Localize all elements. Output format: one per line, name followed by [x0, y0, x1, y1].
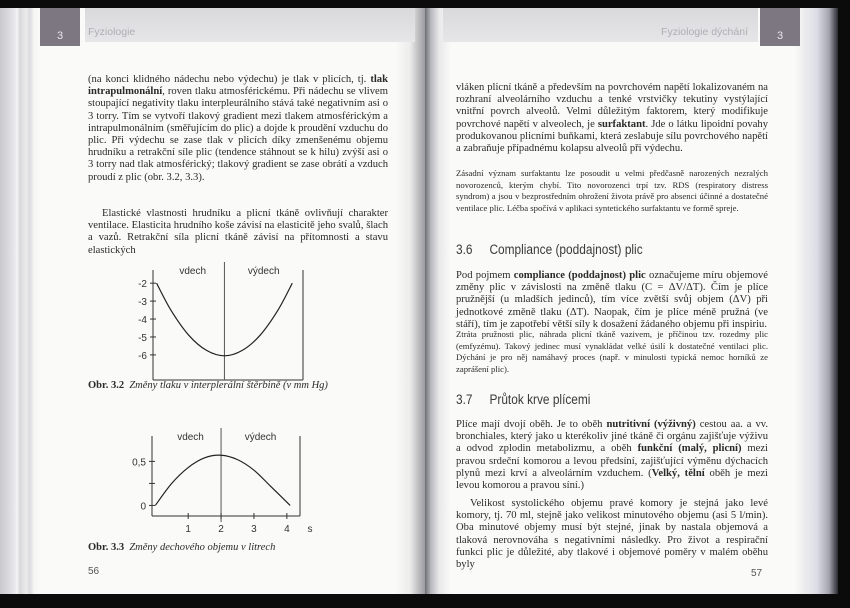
y-tick-label: 0: [140, 501, 146, 513]
running-head: Fyziologie: [88, 26, 136, 38]
x-axis-label: s: [307, 524, 313, 535]
bold-term: Velký, tělní: [651, 467, 705, 479]
phase-label: vdech: [177, 432, 204, 443]
text-run: oběh je mezi levou komorou a pravou síní.): [456, 467, 768, 492]
bold-term: nutritivní (výživný): [606, 419, 696, 430]
paragraph: [456, 82, 768, 155]
figure-caption: [88, 542, 275, 553]
figure-3-3-chart: [112, 420, 332, 542]
phase-label: výdech: [244, 432, 277, 443]
x-tick-label: 3: [251, 524, 257, 535]
section-title: Compliance (poddajnost) plic: [489, 242, 643, 257]
chapter-number: 3: [776, 30, 784, 42]
text-run: Plíce mají dvojí oběh. Je to oběh: [456, 419, 607, 430]
phase-label: vdech: [179, 266, 207, 277]
bold-term: surfaktant: [597, 118, 646, 130]
figure-label: Obr. 3.2: [88, 380, 125, 391]
section-number: 3.7: [456, 392, 473, 407]
text-run: , roven tlaku atmosférickému. Při nádechu se vlivem stoupající negativity tlaku interpleurálního stává také negativním asi o 3 torry. Tím se vytvoří tlakový gradient mezi tlakem atmosférickým a intrapulmonálním (směřujícím do plic) a dojde k proudění vzduchu do plic. Při výdechu se zase tlak v plicích díky zmenšenému objemu hrudníku a retrakční síle plic (tendence stáhnout se k hilu) zvýší asi o 3 torry nad tlak atmosférický; tlakový gradient se zase obrátí a vzduch proudí z plic (obr. 3.2, 3.3).: [88, 86, 388, 183]
paragraph: Velikost systolického objemu pravé komory je stejná jako levé komory, tj. 70 ml, stejně jako velikost minutového objemu (asi 5 l/min). Oba minutové objemy musí být stejné, jinak by nastala objemová a tlaková nerovnováha s negativními následky. Pro život a respirační funkci plic je důležité, aby tlakové i objemové poměry v malém oběhu byly: [456, 498, 768, 571]
bold-term: tlak intrapulmonální: [88, 74, 388, 98]
running-head: Fyziologie dýchání: [661, 26, 748, 38]
phase-label: výdech: [247, 266, 280, 277]
paragraph: Elastické vlastnosti hrudníku a plicní tkáně ovlivňují charakter ventilace. Elasticita hrudního koše závisí na elasticitě jeho svalů, šlach a vazů. Retrakční síla plicní tkáně závisí na přítomnosti a stavu elastických: [88, 208, 388, 256]
text-run: cestou aa. a vv. bronchiales, který jako u kterékoliv jiné tkáně či orgánu zajišťuje výživu a odvod zplodin metabolizmu, a oběh: [456, 419, 768, 455]
paragraph: [456, 270, 768, 331]
figure-3-2-chart: [120, 250, 330, 390]
bold-term: funkční (malý, plicní): [637, 443, 742, 455]
y-tick-label: -3: [138, 297, 147, 309]
text-run: (na konci klidného nádechu nebo výdechu) je tlak v plicích, tj.: [88, 74, 371, 85]
right-page: [425, 8, 838, 594]
figure-caption: [88, 380, 328, 391]
x-tick-label: 4: [284, 524, 290, 535]
left-page: [0, 8, 425, 594]
y-tick-label: -5: [138, 332, 147, 344]
figure-caption-text: Změny tlaku v interplerální štěrbině (v mm Hg): [129, 380, 328, 391]
page-number: 56: [88, 566, 100, 577]
chapter-tab: [760, 8, 800, 46]
paragraph: [456, 419, 768, 492]
text-run: Pod pojmem: [456, 270, 514, 281]
section-number: 3.6: [456, 242, 473, 257]
y-tick-label: -2: [138, 279, 147, 291]
text-run: označujeme míru objemové změny plic v závislosti na změně tlaku (C = ΔV/ΔT). Čím je plíce pružnější (u mladších jedinců), tím více zvětší svůj objem (ΔV) při jednotkové změně tlaku (ΔT). Naopak, čím je plíce méně pružná (ve stáří), tím je zapotřebí větší síly k dosažení žádaného objemu při inspiriu.: [456, 270, 768, 330]
chapter-number: 3: [56, 30, 64, 42]
bold-term: compliance (poddajnost) plic: [513, 270, 646, 281]
note-box: Ztráta pružnosti plic, náhrada plicní tkáně vazivem, je příčinou tzv. rozedmy plic (emfyzému). Takový jedinec musí vynakládat velké úsilí k dostatečné ventilaci plic. Dýchání je pro něj namáhavý proces (např. v minulosti typická nemoc horníků ze zaprášení plic).: [456, 329, 768, 374]
note-box: Zásadní význam surfaktantu lze posoudit u velmi předčasně narozených nezralých novorozenců, kterým chybí. Tito novorozenci trpí tzv. RDS (respiratory distress syndrom) a jsou v bezprostředním ohrožení života právě pro absenci účinné a dostatečné ventilace plic. Léčba spočívá v aplikaci syntetického surfaktantu ve formě spreje.: [456, 168, 768, 213]
figure-caption-text: Změny dechového objemu v litrech: [129, 542, 276, 553]
y-tick-label: 0,5: [132, 457, 146, 469]
y-tick-label: -6: [138, 350, 147, 362]
text-run: mezi pravou srdeční komorou a levou předsíní, zajišťující výměnu dýchacích plynů mezi krví a alveolárním vzduchem. (: [456, 443, 768, 479]
page-number: 57: [751, 568, 763, 579]
section-heading: [456, 392, 590, 407]
paragraph: [88, 74, 388, 184]
section-title: Průtok krve plícemi: [489, 392, 591, 407]
data-curve: [155, 455, 290, 505]
y-tick-label: -4: [138, 315, 147, 327]
x-tick-label: 2: [218, 524, 224, 535]
chapter-tab: [40, 8, 80, 46]
figure-label: Obr. 3.3: [88, 542, 125, 553]
x-tick-label: 1: [185, 524, 191, 535]
text-run: . Jde o látku lipoidní povahy produkovanou plicními buňkami, která zeslabuje sílu povrchového napětí a zabraňuje případnému kolapsu alveolů při výdechu.: [456, 118, 768, 155]
text-run: vláken plicní tkáně a především na povrchovém napětí lokalizovaném na rozhraní alveolárního vzduchu a tenké vrstvičky tekutiny vystýlající vnitřní povrch alveolů. Velmi důležitým faktorem, který modifikuje povrchové napětí v alveolech, je: [456, 82, 768, 130]
section-heading: [456, 242, 643, 257]
